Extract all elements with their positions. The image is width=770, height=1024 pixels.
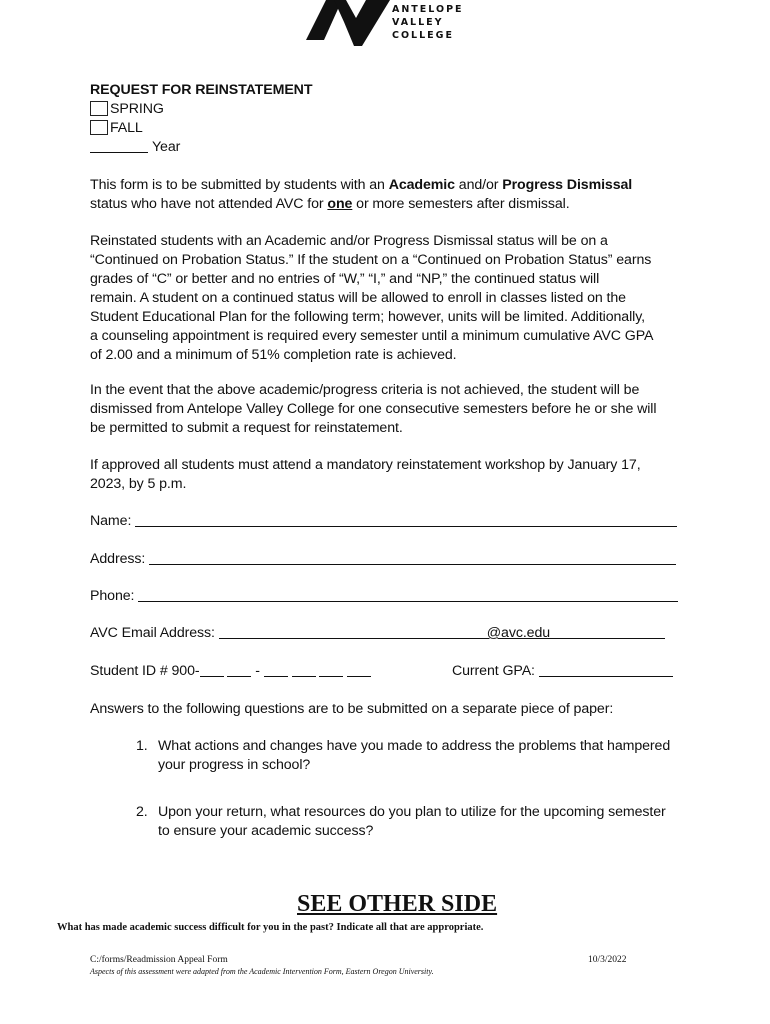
para1-text-g: or more semesters after dismissal. bbox=[352, 196, 570, 212]
para3-line: be permitted to submit a request for reinstatement. bbox=[90, 420, 403, 436]
college-logo bbox=[306, 0, 466, 48]
see-other-side-heading: SEE OTHER SIDE bbox=[297, 891, 498, 917]
workshop-paragraph bbox=[90, 456, 730, 494]
student-id-digit-4[interactable] bbox=[292, 662, 316, 677]
email-row bbox=[90, 624, 665, 643]
para2-line: “Continued on Probation Status.” If the student on a “Continued on Probation Status” earns bbox=[90, 252, 652, 268]
term-fall[interactable] bbox=[90, 119, 143, 138]
student-id-row bbox=[90, 662, 371, 681]
spring-checkbox[interactable] bbox=[90, 101, 108, 116]
student-id-dash: - bbox=[255, 663, 260, 679]
footer-date: 10/3/2022 bbox=[588, 955, 627, 965]
para1-progress-dismissal: Progress Dismissal bbox=[502, 177, 633, 193]
para1-text-e: status who have not attended AVC for bbox=[90, 196, 328, 212]
student-id-digit-6[interactable] bbox=[347, 662, 371, 677]
page-title: REQUEST FOR REINSTATEMENT bbox=[90, 82, 313, 98]
para1-text-c: and/or bbox=[454, 177, 503, 193]
email-field[interactable] bbox=[219, 624, 487, 639]
gpa-row bbox=[452, 662, 673, 681]
intro-paragraph bbox=[90, 176, 710, 214]
question-1-line: What actions and changes have you made to address the problems that hampered bbox=[158, 738, 671, 754]
logo-line-college: COLLEGE bbox=[392, 30, 454, 41]
question-2-line: Upon your return, what resources do you plan to utilize for the upcoming semester bbox=[158, 804, 666, 820]
criteria-paragraph bbox=[90, 381, 730, 438]
para4-line: 2023, by 5 p.m. bbox=[90, 476, 187, 492]
answers-intro: Answers to the following questions are to be submitted on a separate piece of paper: bbox=[90, 701, 614, 717]
email-label: AVC Email Address: bbox=[90, 625, 215, 641]
student-id-digit-3[interactable] bbox=[264, 662, 288, 677]
question-1 bbox=[136, 737, 736, 775]
para2-line: of 2.00 and a minimum of 51% completion rate is achieved. bbox=[90, 347, 457, 363]
gpa-field[interactable] bbox=[539, 662, 673, 677]
phone-field[interactable] bbox=[138, 587, 678, 602]
address-row bbox=[90, 550, 676, 569]
para2-line: a counseling appointment is required every semester until a minimum cumulative AVC GPA bbox=[90, 328, 654, 344]
fall-label: FALL bbox=[110, 120, 143, 136]
question-2 bbox=[136, 803, 746, 841]
question-2-line: to ensure your academic success? bbox=[158, 823, 374, 839]
logo-line-valley: VALLEY bbox=[392, 17, 444, 28]
email-domain-underline bbox=[550, 624, 665, 639]
logo-line-antelope: ANTELOPE bbox=[392, 4, 464, 15]
para1-text-a: This form is to be submitted by students with an bbox=[90, 177, 389, 193]
probation-paragraph bbox=[90, 232, 730, 365]
para2-line: Student Educational Plan for the following term; however, units will be limited. Additionally, bbox=[90, 309, 645, 325]
question-1-number: 1. bbox=[136, 738, 148, 754]
spring-label: SPRING bbox=[110, 101, 164, 117]
question-1-line: your progress in school? bbox=[158, 757, 311, 773]
term-year bbox=[90, 138, 180, 157]
avc-logo-mark-icon bbox=[306, 0, 390, 48]
para1-one: one bbox=[327, 196, 353, 212]
student-id-digit-1[interactable] bbox=[200, 662, 224, 677]
para2-line: remain. A student on a continued status will be allowed to enroll in classes listed on the bbox=[90, 290, 626, 306]
year-label: Year bbox=[152, 139, 181, 155]
term-spring[interactable] bbox=[90, 100, 164, 119]
footer-note: Aspects of this assessment were adapted from the Academic Intervention Form, Eastern Oregon University. bbox=[90, 967, 434, 976]
para2-line: Reinstated students with an Academic and/or Progress Dismissal status will be on a bbox=[90, 233, 608, 249]
student-id-label: Student ID # 900- bbox=[90, 663, 200, 679]
name-label: Name: bbox=[90, 513, 132, 529]
para4-line: If approved all students must attend a mandatory reinstatement workshop by January 17, bbox=[90, 457, 641, 473]
name-row bbox=[90, 512, 677, 531]
address-label: Address: bbox=[90, 551, 146, 567]
student-id-digit-5[interactable] bbox=[319, 662, 343, 677]
fall-checkbox[interactable] bbox=[90, 120, 108, 135]
phone-label: Phone: bbox=[90, 588, 135, 604]
footer-path: C:/forms/Readmission Appeal Form bbox=[90, 955, 228, 965]
para3-line: In the event that the above academic/progress criteria is not achieved, the student will be bbox=[90, 382, 640, 398]
question-2-number: 2. bbox=[136, 804, 148, 820]
name-field[interactable] bbox=[135, 512, 677, 527]
student-id-digit-2[interactable] bbox=[227, 662, 251, 677]
para2-line: grades of “C” or better and no entries of “W,” “I,” and “NP,” the continued status will bbox=[90, 271, 600, 287]
year-field[interactable] bbox=[90, 138, 148, 153]
phone-row bbox=[90, 587, 678, 606]
para3-line: dismissed from Antelope Valley College for one consecutive semesters before he or she will bbox=[90, 401, 657, 417]
address-field[interactable] bbox=[149, 550, 676, 565]
footer-question: What has made academic success difficult for you in the past? Indicate all that are appropriate. bbox=[57, 922, 484, 933]
email-domain: @avc.edu bbox=[486, 625, 551, 641]
para1-academic: Academic bbox=[388, 177, 455, 193]
gpa-label: Current GPA: bbox=[452, 663, 535, 679]
